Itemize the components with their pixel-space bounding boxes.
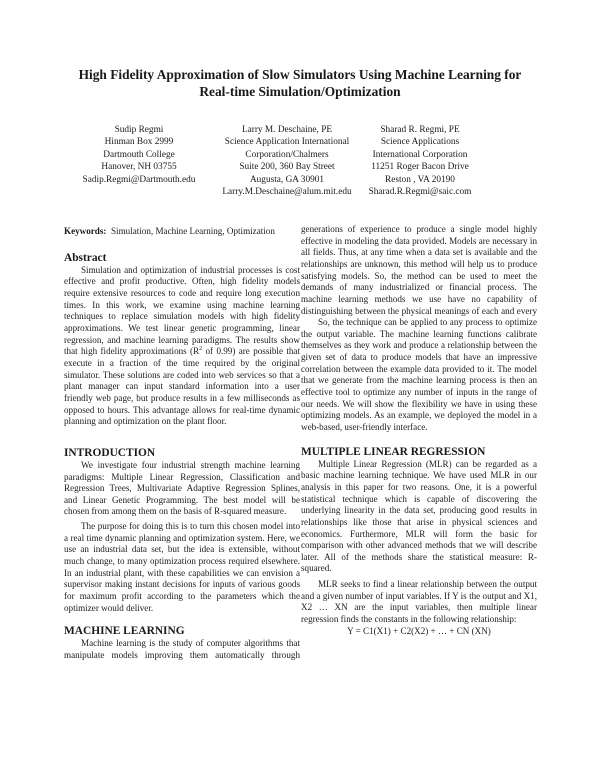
- author-address-line: Science Applications: [380, 137, 460, 148]
- author-email: Sharad.R.Regmi@saic.com: [368, 187, 472, 198]
- author-address-line: Dartmouth College: [103, 149, 175, 160]
- paper-title: [40, 66, 560, 100]
- machine-learning-paragraph-1-continued: [301, 224, 537, 317]
- author-name: Sharad R. Regmi, PE: [380, 125, 460, 135]
- mlr-paragraph-1: Multiple Linear Regression (MLR) can be regarded as a basic machine learning technique. We have used MLR in our analysis in this paper for two reasons. One, it is a powerful statistical technique which is capable of discovering the underlying linearity in the data set, producing good results in relationships like those that arise in physical sciences and economics. Furthermore, MLR will form the basic for comparison with other advanced methods that we will describe later. All of the methods share the statistical measure: R-squared.: [301, 458, 537, 574]
- mlr-heading: MULTIPLE LINEAR REGRESSION: [301, 445, 486, 458]
- author-name: Sudip Regmi: [114, 125, 164, 135]
- keywords-label: Keywords:: [64, 226, 107, 236]
- author-address-line: Corporation/Chalmers: [245, 149, 329, 160]
- mlr-equation: Y = C1(X1) + C2(X2) + … + CN (XN): [347, 625, 491, 636]
- author-address-line: 11251 Roger Bacon Drive: [371, 162, 469, 173]
- right-column: [301, 224, 537, 637]
- abstract-paragraph: [64, 265, 300, 428]
- author-address-line: Hanover, NH 03755: [101, 162, 177, 173]
- left-column: [64, 226, 300, 662]
- author-block-3: [340, 124, 500, 198]
- machine-learning-paragraph-2: So, the technique can be applied to any process to optimize the output variable. The machine learning functions calibrate themselves as they work and produce a relationship between the given set of data to produce models that have an impressive correlation between the example data provided to it. The model that we generate from the machine learning process is then an effective tool to optimize any number of inputs in the range of our needs. We will show the flexibility we have in using these optimizing models. As an example, we deployed the model in a web-based, user-friendly interface.: [301, 317, 537, 432]
- title-line-1: High Fidelity Approximation of Slow Simulators Using Machine Learning for: [78, 67, 522, 82]
- author-address-line: Augusta, GA 30901: [249, 174, 325, 185]
- abstract-superscript: 2: [199, 346, 203, 353]
- title-line-2: Real-time Simulation/Optimization: [199, 84, 401, 99]
- introduction-paragraph-2: The purpose for doing this is to turn this chosen model into a real time dynamic planning and optimization system. Here, we use an industrial data set, but the idea is extensible, without much change, to many optimization process required elsewhere. In an industrial plant, with these capabilities we can envision a supervisor making instant decisions for inputs of various goods for maximum profit according to the parameters which the optimizer would deliver.: [64, 521, 300, 613]
- keywords: [64, 226, 300, 238]
- machine-learning-paragraph-1: Machine learning is the study of computer algorithms that manipulate models improving them automatically through: [64, 638, 300, 661]
- keywords-text: Simulation, Machine Learning, Optimization: [110, 226, 275, 236]
- machine-learning-heading: MACHINE LEARNING: [64, 625, 185, 638]
- mlr-paragraph-2: MLR seeks to find a linear relationship between the output and a given number of input variables. If Y is the output and X1, X2 … XN are the input variables, then multiple linear regression finds the constants in the following relationship:: [301, 579, 537, 625]
- author-address-line: Hinman Box 2999: [104, 137, 174, 148]
- introduction-paragraph-1: We investigate four industrial strength machine learning paradigms: Multiple Linear Regression, Classification and Regression Trees, Multivariate Adaptive Regression Splines, and Linear Genetic Programming. The best model will be chosen from among them on the basis of R-squared measure.: [64, 459, 300, 517]
- introduction-heading: INTRODUCTION: [64, 446, 156, 459]
- author-name: Larry M. Deschaine, PE: [241, 125, 333, 135]
- abstract-heading: Abstract: [64, 251, 107, 264]
- author-address-line: Science Application International: [224, 137, 350, 148]
- author-address-line: International Corporation: [372, 149, 468, 160]
- abstract-text-b: of 0.99) are possible that execute in a fraction of the time required by the original simulator. These solutions are coded into web services so that a plant manager can input standard information into a user friendly web page, but produce results in a few milliseconds as opposed to hours. This advantage allows for real-time dynamic planning and optimization on the plant floor.: [64, 346, 300, 427]
- author-address-line: Reston , VA 20190: [385, 174, 455, 185]
- author-email: Sadip.Regmi@Dartmouth.edu: [82, 174, 196, 185]
- ml-continued-text: generations of experience to produce a single model highly effective in modeling the data provided. Models are necessary in all fields. Thus, at any time when a data set is available and the relationships are unknown, this method will help us to produce satisfying models. So, the method can be used to meet the demands of many industrialized or financial process. The machine learning methods we use have no capability of distinguishing between the physical meanings of each and every: [301, 224, 537, 316]
- abstract-text-a: Simulation and optimization of industrial processes is cost effective and profit productive. Often, high fidelity models require extensive resources to code and require long execution times. In this work, we examine using machine learning techniques to replace simulation models with high fidelity approximations. We test linear genetic programming, linear regression, and machine learning paradigms. The results show that high fidelity approximations (R: [64, 264, 300, 357]
- author-address-line: Suite 200, 360 Bay Street: [239, 162, 335, 173]
- author-block-1: [54, 124, 224, 186]
- author-email: Larry.M.Deschaine@alum.mit.edu: [222, 187, 352, 198]
